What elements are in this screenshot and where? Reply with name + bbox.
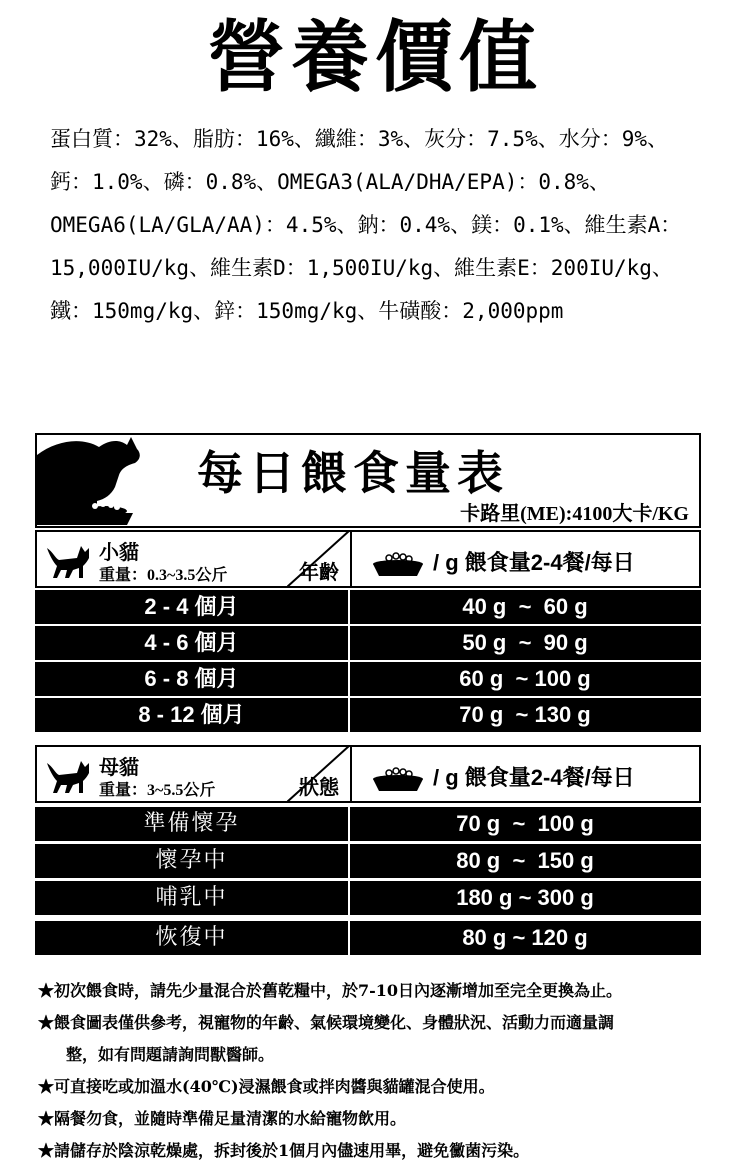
calorie-info: 卡路里(ME):4100大卡/KG [460, 503, 689, 525]
feeding-title: 每日餵食量表 [197, 446, 509, 500]
column-divider [348, 844, 350, 878]
section-weight: 重量：3~5.5公斤 [99, 782, 216, 799]
amount-value: 70 g ~ 130 g [459, 702, 591, 727]
nutrient-line: OMEGA6(LA/GLA/AA)：4.5%、鈉：0.4%、鎂：0.1%、維生素A： [50, 213, 682, 237]
section-kind: 母貓 [99, 755, 139, 779]
note-item: ★初次餵食時，請先少量混合於舊乾糧中，於7-10日內逐漸增加至完全更換為止。 [38, 981, 623, 1000]
nutrient-list [50, 118, 720, 333]
amount-value: 80 g ~ 120 g [462, 925, 588, 950]
amount-value: 80 g ~ 150 g [456, 848, 594, 873]
column-divider [350, 747, 352, 803]
table-row [35, 662, 701, 696]
food-bowl-icon [367, 753, 429, 795]
section-weight: 重量：0.3~3.5公斤 [99, 567, 228, 584]
nutrient-line: 蛋白質：32%、脂肪：16%、纖維：3%、灰分：7.5%、水分：9%、 [50, 127, 669, 151]
nutrient-line: 鈣：1.0%、磷：0.8%、OMEGA3(ALA/DHA/EPA)：0.8%、 [50, 170, 610, 194]
column-divider [348, 590, 350, 624]
column-divider [348, 626, 350, 660]
column-divider [348, 921, 350, 955]
page-title: 營養價值 [206, 12, 543, 103]
table-row [35, 807, 701, 841]
cat-icon [45, 538, 93, 580]
amount-value: 60 g ~ 100 g [459, 666, 591, 691]
table-row [35, 590, 701, 624]
cat-eating-icon [37, 435, 147, 528]
column-divider [348, 662, 350, 696]
column-divider [348, 881, 350, 915]
column-divider [348, 698, 350, 732]
amount-value: 70 g ~ 100 g [456, 811, 594, 836]
note-item: ★請儲存於陰涼乾燥處，拆封後於1個月內儘速用畢，避免黴菌污染。 [38, 1141, 530, 1160]
mother-section-header [35, 745, 701, 803]
age-label: 6 - 8 個月 [144, 666, 239, 691]
table-row [35, 626, 701, 660]
food-bowl-icon [367, 538, 429, 580]
age-label: 2 - 4 個月 [144, 594, 239, 619]
nutrient-line: 15,000IU/kg、維生素D：1,500IU/kg、維生素E：200IU/kg、 [50, 256, 673, 280]
amount-value: 40 g ~ 60 g [462, 594, 588, 619]
kitten-section-header [35, 530, 701, 588]
note-item: ★餵食圖表僅供參考，視寵物的年齡、氣候環境變化、身體狀況、活動力而適量調 [38, 1013, 615, 1032]
amount-header: / g 餵食量2-4餐/每日 [433, 765, 635, 790]
table-row [35, 881, 701, 915]
column-label: 狀態 [299, 775, 339, 799]
column-divider [348, 807, 350, 841]
status-label: 恢復中 [155, 925, 228, 950]
note-item-continued: 整，如有問題請詢問獸醫師。 [66, 1045, 275, 1064]
feeding-table-header [35, 433, 701, 528]
table-row [35, 844, 701, 878]
amount-value: 180 g ~ 300 g [456, 885, 594, 910]
amount-value: 50 g ~ 90 g [462, 630, 588, 655]
cat-icon [45, 753, 93, 795]
age-label: 8 - 12 個月 [138, 702, 245, 727]
feeding-table [35, 433, 701, 963]
note-item: ★可直接吃或加溫水(40℃)浸濕餵食或拌肉醬與貓罐混合使用。 [38, 1077, 495, 1096]
column-divider [350, 532, 352, 588]
age-label: 4 - 6 個月 [144, 630, 239, 655]
status-label: 哺乳中 [155, 885, 228, 910]
amount-header: / g 餵食量2-4餐/每日 [433, 550, 635, 575]
table-row [35, 698, 701, 732]
status-label: 準備懷孕 [143, 811, 240, 836]
status-label: 懷孕中 [155, 848, 228, 873]
column-label: 年齡 [299, 560, 339, 584]
section-kind: 小貓 [99, 540, 139, 564]
notes-list [38, 975, 718, 1167]
note-item: ★隔餐勿食，並隨時準備足量清潔的水給寵物飲用。 [38, 1109, 407, 1128]
nutrient-line: 鐵：150mg/kg、鋅：150mg/kg、牛磺酸：2,000ppm [50, 299, 564, 323]
table-row [35, 921, 701, 955]
